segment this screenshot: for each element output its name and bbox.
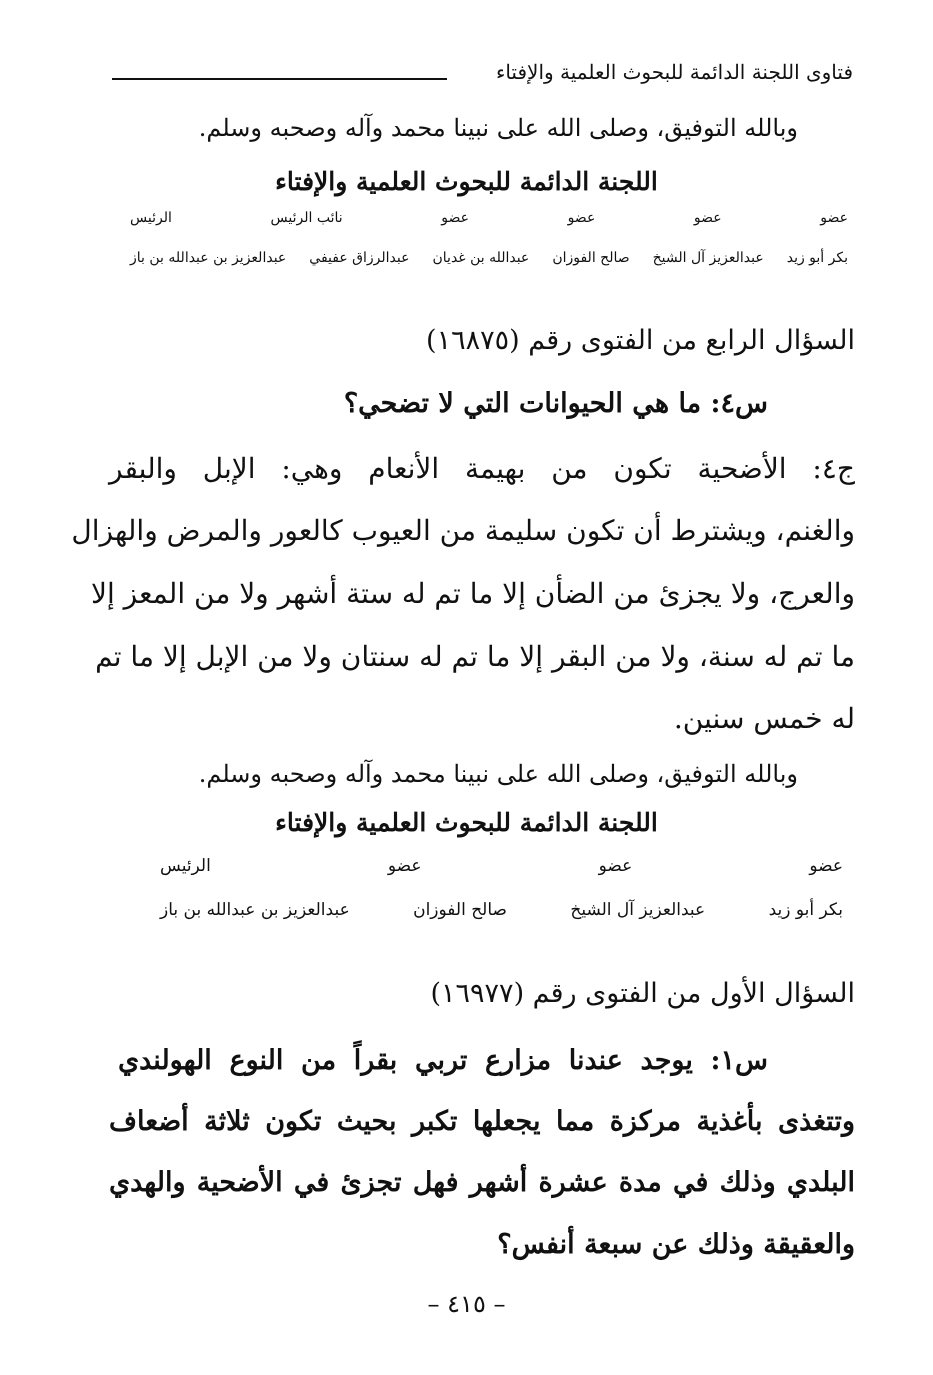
signatory-name: بكر أبو زيد	[786, 250, 848, 266]
signatory-name: عبدالعزيز آل الشيخ	[652, 250, 764, 266]
signatory-name: عبدالله بن غديان	[432, 250, 530, 266]
signatory-name: صالح الفوزان	[413, 900, 507, 920]
signatory-name: عبدالعزيز بن عبدالله بن باز	[130, 250, 287, 266]
signatory-role: الرئيس	[130, 210, 172, 226]
answer-line: ج٤: الأضحية تكون من بهيمة الأنعام وهي: الإبل والبقر	[109, 452, 855, 485]
answer-line: والعرج، ولا يجزئ من الضأن إلا ما تم له ستة أشهر ولا من المعز إلا	[91, 577, 855, 610]
running-header	[112, 60, 853, 94]
signatory-name: عبدالرزاق عفيفي	[309, 250, 410, 266]
committee-name: اللجنة الدائمة للبحوث العلمية والإفتاء	[275, 808, 658, 837]
signatory-names	[130, 250, 848, 266]
signatory-role: عضو	[693, 210, 722, 226]
signatory-role: عضو	[809, 856, 843, 876]
signatory-name: عبدالعزيز آل الشيخ	[570, 900, 706, 920]
signatory-role: الرئيس	[160, 856, 211, 876]
signatory-role: عضو	[567, 210, 596, 226]
question-line: وتتغذى بأغذية مركزة مما يجعلها تكبر بحيث تكون ثلاثة أضعاف	[109, 1106, 855, 1137]
answer-line: ما تم له سنة، ولا من البقر إلا ما تم له سنتان ولا من الإبل إلا ما تم	[95, 640, 855, 673]
answer-line: والغنم، ويشترط أن تكون سليمة من العيوب كالعور والمرض والهزال	[71, 514, 855, 547]
page-number: – ٤١٥ –	[427, 1290, 506, 1318]
signatory-role: عضو	[387, 856, 422, 876]
question-heading: السؤال الأول من الفتوى رقم (١٦٩٧٧)	[430, 978, 855, 1009]
signatory-name: بكر أبو زيد	[768, 900, 843, 920]
closing-formula: وبالله التوفيق، وصلى الله على نبينا محمد وآله وصحبه وسلم.	[198, 760, 798, 788]
signatory-name: عبدالعزيز بن عبدالله بن باز	[160, 900, 350, 920]
signatory-role: عضو	[598, 856, 633, 876]
question-heading: السؤال الرابع من الفتوى رقم (١٦٨٧٥)	[426, 325, 855, 356]
signatory-role: عضو	[441, 210, 469, 226]
question-line: س١: يوجد عندنا مزارع تربي بقراً من النوع الهولندي	[118, 1045, 768, 1076]
question-text: س٤: ما هي الحيوانات التي لا تضحي؟	[343, 388, 768, 419]
running-title: فتاوى اللجنة الدائمة للبحوث العلمية والإفتاء	[495, 60, 853, 84]
question-line: والعقيقة وذلك عن سبعة أنفس؟	[497, 1229, 855, 1260]
signatory-roles	[130, 210, 848, 226]
signatory-role: عضو	[820, 210, 848, 226]
committee-name: اللجنة الدائمة للبحوث العلمية والإفتاء	[275, 167, 658, 196]
answer-line: له خمس سنين.	[673, 702, 855, 735]
signatory-role: نائب الرئيس	[270, 210, 343, 226]
closing-formula: وبالله التوفيق، وصلى الله على نبينا محمد وآله وصحبه وسلم.	[198, 114, 798, 142]
header-rule	[112, 78, 447, 80]
question-line: البلدي وذلك في مدة عشرة أشهر فهل تجزئ في الأضحية والهدي	[109, 1167, 855, 1198]
signatory-names	[160, 900, 843, 920]
signatory-name: صالح الفوزان	[552, 250, 630, 266]
signatory-roles	[160, 856, 843, 876]
